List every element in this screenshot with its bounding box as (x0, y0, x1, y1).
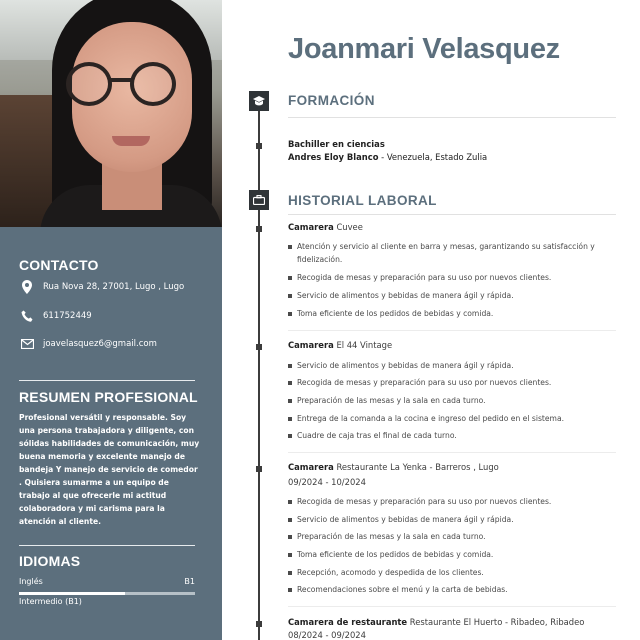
timeline-dot (256, 226, 262, 232)
phone-icon (19, 309, 35, 323)
work-heading: HISTORIAL LABORAL (288, 193, 437, 208)
education-school: Andres Eloy Blanco (288, 152, 379, 162)
job-bullet: Servicio de alimentos y bebidas de manera ágil y rápida. (288, 290, 614, 303)
job-bullet: Recogida de mesas y preparación para su uso por nuevos clientes. (288, 272, 614, 285)
language-code: B1 (184, 577, 195, 586)
location-pin-icon (19, 280, 35, 294)
job-bullet: Entrega de la comanda a la cocina e ingreso del pedido en el sistema. (288, 413, 614, 426)
language-progress-bar (19, 592, 195, 595)
education-heading: FORMACIÓN (288, 93, 375, 108)
summary-heading: RESUMEN PROFESIONAL (19, 389, 198, 405)
timeline-dot (256, 143, 262, 149)
job-bullet: Atención y servicio al cliente en barra y mesas, garantizando su satisfacción y fidelización. (288, 241, 614, 266)
divider (19, 545, 195, 546)
sidebar (0, 0, 222, 640)
phone-text: 611752449 (43, 311, 92, 321)
divider (19, 380, 195, 381)
divider (288, 452, 616, 453)
job-dates: 09/2024 - 10/2024 (288, 477, 366, 487)
job-bullet: Recogida de mesas y preparación para su uso por nuevos clientes. (288, 377, 614, 390)
job-title: Camarera (288, 462, 334, 472)
language-name: Inglés (19, 577, 43, 586)
job-bullet: Toma eficiente de los pedidos de bebidas y comida. (288, 549, 614, 562)
contact-heading: CONTACTO (19, 257, 99, 273)
divider (288, 330, 616, 331)
job-employer: El 44 Vintage (333, 340, 393, 350)
job-bullet: Servicio de alimentos y bebidas de manera ágil y rápida. (288, 360, 614, 373)
job-bullet: Recogida de mesas y preparación para su uso por nuevos clientes. (288, 496, 614, 509)
education-degree: Bachiller en ciencias (288, 139, 385, 149)
divider (288, 214, 616, 215)
education-location: - Venezuela, Estado Zulia (378, 152, 488, 162)
job-bullet: Recepción, acomodo y despedida de los clientes. (288, 567, 614, 580)
job-bullet: Preparación de las mesas y la sala en cada turno. (288, 395, 614, 408)
job-bullet: Preparación de las mesas y la sala en cada turno. (288, 531, 614, 544)
job-header (288, 340, 392, 350)
email-text: joavelasquez6@gmail.com (43, 339, 157, 349)
job-title: Camarera de restaurante (288, 617, 408, 627)
candidate-name: Joanmari Velasquez (288, 33, 560, 65)
job-employer: Restaurante La Yenka - Barreros , Lugo (333, 462, 499, 472)
briefcase-icon (249, 190, 269, 210)
timeline-dot (256, 621, 262, 627)
divider (288, 117, 616, 118)
job-dates: 08/2024 - 09/2024 (288, 630, 366, 640)
job-employer: Cuvee (333, 222, 363, 232)
summary-text: Profesional versátil y responsable. Soy una persona trabajadora y diligente, con sólidas habilidades de comunicación, muy buena memoria y excelente manejo de bandeja Y manejo de servicio de comedor . Quisiera sumarme a un equipo de trabajo al que ofrecerle mi actitud colaboradora y mi carisma para la atención al cliente. (19, 413, 200, 526)
graduation-cap-icon (249, 91, 269, 111)
language-row (19, 577, 195, 586)
job-header (288, 222, 363, 232)
profile-photo (0, 0, 222, 227)
timeline-dot (256, 466, 262, 472)
contact-phone (19, 309, 92, 323)
address-text: Rua Nova 28, 27001, Lugo , Lugo (43, 282, 185, 292)
job-bullet: Toma eficiente de los pedidos de bebidas y comida. (288, 308, 614, 321)
timeline-line (258, 92, 260, 640)
job-title: Camarera (288, 340, 334, 350)
language-progress-fill (19, 592, 125, 595)
contact-email (19, 337, 157, 351)
divider (288, 606, 616, 607)
job-header (288, 462, 499, 472)
contact-address (19, 280, 184, 294)
envelope-icon (19, 337, 35, 351)
job-bullet: Servicio de alimentos y bebidas de manera ágil y rápida. (288, 514, 614, 527)
job-title: Camarera (288, 222, 334, 232)
job-bullet: Cuadre de caja tras el final de cada turno. (288, 430, 614, 443)
job-employer: Restaurante El Huerto - Ribadeo, Ribadeo (407, 617, 585, 627)
languages-heading: IDIOMAS (19, 553, 81, 569)
language-level: Intermedio (B1) (19, 597, 82, 606)
timeline-dot (256, 344, 262, 350)
job-header (288, 617, 584, 627)
job-bullet: Recomendaciones sobre el menú y la carta de bebidas. (288, 584, 614, 597)
education-school-row (288, 152, 487, 162)
